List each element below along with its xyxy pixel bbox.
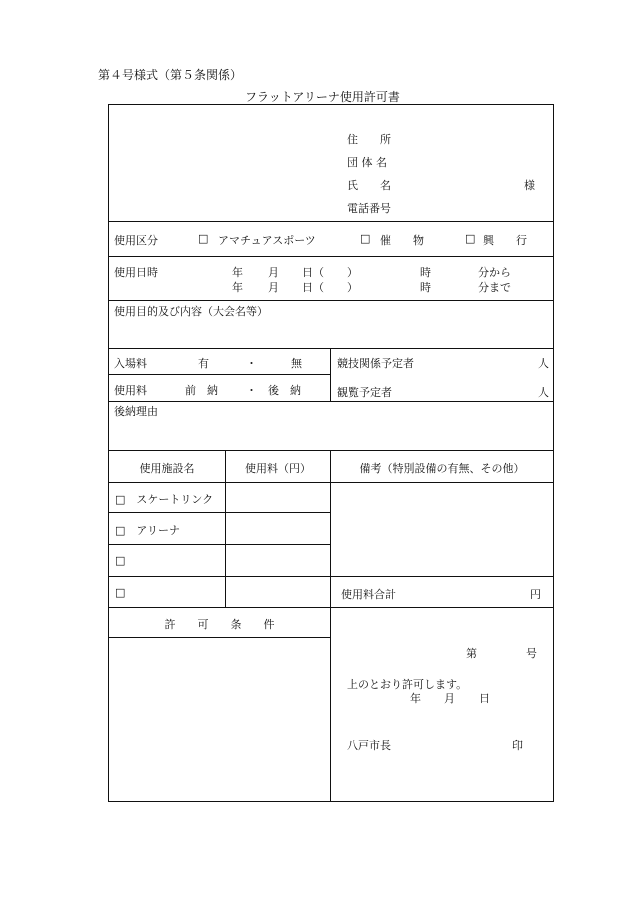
weekday-close: ） [347, 266, 358, 279]
admission-label: 入場料 [114, 357, 147, 370]
spectators-unit: 人 [538, 386, 549, 399]
year-label: 年 [232, 281, 243, 294]
seal-mark: 印 [512, 739, 523, 752]
form-number: 第４号様式（第５条関係） [98, 68, 243, 82]
divider [109, 221, 553, 222]
facility-row-blank[interactable]: □ [115, 586, 126, 599]
col-usage-fee: 使用料（円） [245, 462, 311, 475]
spectators-label: 観覧予定者 [337, 386, 392, 399]
fee-postpay: 後 納 [268, 384, 301, 397]
total-fee-label: 使用料合計 [341, 588, 396, 601]
option-show: 興 行 [483, 234, 527, 247]
permit-number-suffix: 号 [526, 647, 537, 660]
day-label: 日（ [302, 266, 324, 279]
name-label: 氏 名 [347, 179, 391, 192]
hour-label: 時 [420, 266, 431, 279]
option-amateur-sports: アマチュアスポーツ [218, 234, 316, 247]
minute-until-label: 分まで [478, 281, 511, 294]
divider [109, 637, 330, 638]
checkbox-event[interactable]: □ [360, 232, 371, 245]
mayor-title: 八戸市長 [347, 739, 391, 752]
fee-prepay: 前 納 [185, 384, 218, 397]
fee-label: 使用料 [114, 384, 147, 397]
divider [109, 450, 553, 451]
col-facility-name: 使用施設名 [139, 462, 195, 475]
competitors-unit: 人 [538, 357, 549, 370]
option-event: 催 物 [380, 234, 424, 247]
remarks-frame [330, 482, 554, 577]
month-label: 月 [268, 281, 279, 294]
facility-row-skate-rink[interactable]: □ スケートリンク [115, 493, 214, 506]
permit-day: 日 [479, 692, 490, 705]
hour-label: 時 [420, 281, 431, 294]
month-label: 月 [268, 266, 279, 279]
weekday-close: ） [347, 281, 358, 294]
divider [109, 401, 553, 402]
competitors-label: 競技関係予定者 [337, 357, 414, 370]
group-name-label: 団 体 名 [347, 156, 387, 169]
divider [330, 607, 331, 801]
page-title: フラットアリーナ使用許可書 [245, 90, 400, 104]
divider [109, 256, 553, 257]
year-label: 年 [232, 266, 243, 279]
checkbox-show[interactable]: □ [465, 232, 476, 245]
permit-month: 月 [444, 692, 455, 705]
permit-number-prefix: 第 [466, 647, 477, 660]
address-label: 住 所 [347, 133, 391, 146]
facility-last-row-frame [108, 576, 226, 608]
admission-yes: 有 [198, 357, 209, 370]
admission-no: 無 [291, 357, 302, 370]
day-label: 日（ [302, 281, 324, 294]
col-remarks: 備考（特別設備の有無、その他） [359, 462, 525, 475]
separator-dot: ・ [246, 384, 257, 397]
minute-from-label: 分から [478, 266, 511, 279]
divider [330, 348, 331, 402]
facility-row-blank[interactable]: □ [115, 554, 126, 567]
sama-suffix: 様 [524, 179, 535, 192]
phone-label: 電話番号 [347, 202, 391, 215]
usage-datetime-label: 使用日時 [114, 266, 158, 279]
postpay-reason-label: 後納理由 [114, 405, 158, 418]
checkbox-amateur-sports[interactable]: □ [198, 232, 209, 245]
usage-type-label: 使用区分 [114, 234, 158, 247]
permit-conditions-label: 許 可 条 件 [164, 618, 275, 631]
purpose-label: 使用目的及び内容（大会名等） [114, 305, 268, 318]
divider [109, 300, 553, 301]
facility-row-arena[interactable]: □ アリーナ [115, 524, 180, 537]
permit-year: 年 [410, 692, 421, 705]
divider [109, 348, 553, 349]
permit-statement: 上のとおり許可します。 [347, 678, 468, 691]
separator-dot: ・ [246, 357, 257, 370]
divider [109, 374, 330, 375]
yen-unit: 円 [530, 588, 541, 601]
